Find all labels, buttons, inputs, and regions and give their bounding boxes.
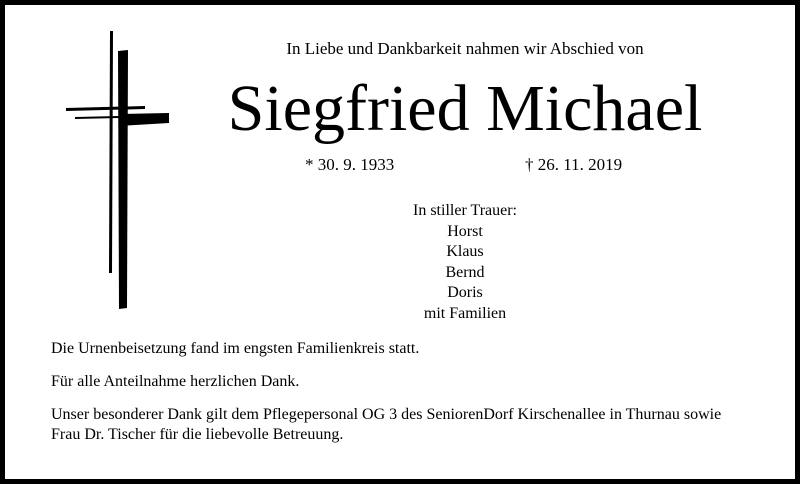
death-date: † 26. 11. 2019	[525, 155, 623, 174]
special-thanks-note: Unser besonderer Dank gilt dem Pflegepersonal OG 3 des SeniorenDorf Kirschenallee in Thurnau sowie Frau Dr. Tischer für die liebevolle Betreuung.	[51, 406, 722, 443]
mourner-name: Klaus	[446, 243, 484, 261]
thanks-note: Für alle Anteilnahme herzlichen Dank.	[51, 373, 300, 390]
mourners-block	[365, 201, 565, 325]
mourner-name: Horst	[447, 222, 483, 240]
mourners-heading: In stiller Trauer:	[413, 202, 517, 219]
intro-text: In Liebe und Dankbarkeit nahmen wir Abschied von	[286, 39, 644, 58]
deceased-name: Siegfried Michael	[227, 72, 703, 145]
mourner-name: Doris	[447, 284, 483, 302]
cross-icon	[63, 29, 173, 311]
mourner-name: Bernd	[445, 263, 485, 281]
mourner-name: mit Familien	[423, 304, 507, 322]
birth-date: * 30. 9. 1933	[305, 155, 395, 174]
burial-note: Die Urnenbeisetzung fand im engsten Familienkreis statt.	[51, 340, 420, 357]
